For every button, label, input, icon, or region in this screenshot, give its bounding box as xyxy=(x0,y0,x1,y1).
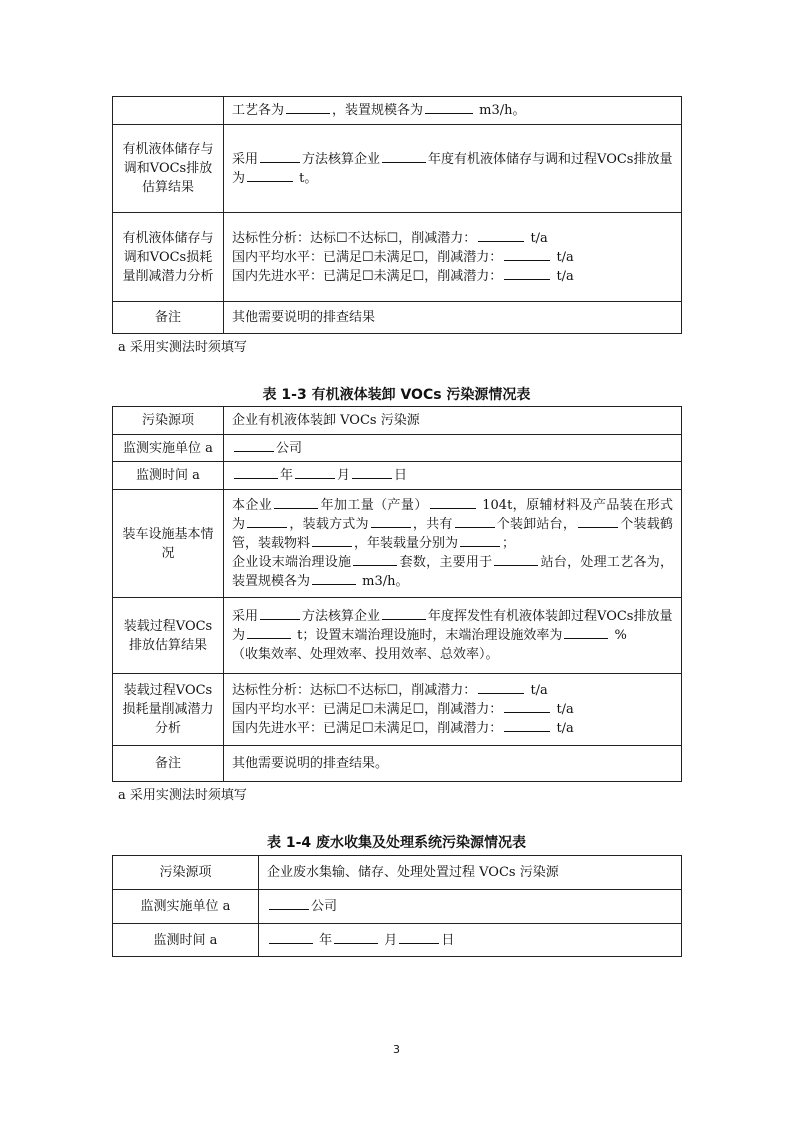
table-row xyxy=(113,462,682,490)
page-number: 3 xyxy=(393,1043,400,1056)
blank-field[interactable] xyxy=(478,229,524,242)
blank-field[interactable] xyxy=(504,719,550,732)
table-row xyxy=(113,598,682,674)
value-cell: 其他需要说明的排查结果 xyxy=(224,302,682,334)
blank-field[interactable] xyxy=(247,626,291,639)
label-cell: 污染源项 xyxy=(113,407,224,435)
blank-field[interactable] xyxy=(382,150,426,163)
value-cell: 公司 xyxy=(259,890,682,924)
blank-field[interactable] xyxy=(399,931,439,944)
blank-field[interactable] xyxy=(247,169,293,182)
blank-field[interactable] xyxy=(247,515,287,528)
value-cell: 公司 xyxy=(224,435,682,462)
table-row xyxy=(113,125,682,213)
blank-field[interactable] xyxy=(234,466,278,479)
value-cell: 达标性分析：达标☐不达标☐，削减潜力： t/a 国内平均水平：已满足☐未满足☐，削减潜力： t/a 国内先进水平：已满足☐未满足☐，削减潜力： t/a xyxy=(224,213,682,302)
label-cell: 有机液体储存与调和VOCs排放估算结果 xyxy=(113,125,224,213)
value-cell: 本企业 年加工量（产量） 104t，原辅材料及产品装在形式为 ，装载方式为 ，共有 个装卸站台， 个装载鹤管，装载物料 ，年装载量分别为 ； 企业设末端治理设施 套数，主要用于 站台，处理工艺各为，装置规模各为 m3/h。 xyxy=(224,490,682,598)
table-row xyxy=(113,213,682,302)
table-row xyxy=(113,746,682,782)
table-continued xyxy=(112,96,682,334)
blank-field[interactable] xyxy=(460,534,500,547)
label-cell: 有机液体储存与调和VOCs损耗量削减潜力分析 xyxy=(113,213,224,302)
blank-field[interactable] xyxy=(382,607,426,620)
blank-field[interactable] xyxy=(578,515,618,528)
label-cell: 装载过程VOCs损耗量削减潜力分析 xyxy=(113,674,224,746)
value-cell: 年 月 日 xyxy=(259,924,682,957)
table-caption: 表 1-4 废水收集及处理系统污染源情况表 xyxy=(266,835,527,851)
label-cell: 监测实施单位 a xyxy=(113,435,224,462)
label-cell: 监测时间 a xyxy=(113,924,259,957)
blank-field[interactable] xyxy=(371,515,411,528)
value-cell: 达标性分析：达标☐不达标☐，削减潜力： t/a 国内平均水平：已满足☐未满足☐，削减潜力： t/a 国内先进水平：已满足☐未满足☐，削减潜力： t/a xyxy=(224,674,682,746)
label-cell xyxy=(113,97,224,125)
table-row xyxy=(113,856,682,890)
blank-field[interactable] xyxy=(564,626,608,639)
table-row xyxy=(113,924,682,957)
label-cell: 备注 xyxy=(113,302,224,334)
value-cell: 企业废水集输、储存、处理处置过程 VOCs 污染源 xyxy=(259,856,682,890)
table-row xyxy=(113,490,682,598)
value-cell: 其他需要说明的排查结果。 xyxy=(224,746,682,782)
blank-field[interactable] xyxy=(353,553,397,566)
label-cell: 监测实施单位 a xyxy=(113,890,259,924)
blank-field[interactable] xyxy=(504,700,550,713)
blank-field[interactable] xyxy=(504,248,550,261)
blank-field[interactable] xyxy=(478,681,524,694)
blank-field[interactable] xyxy=(295,466,335,479)
table-1-4 xyxy=(112,855,682,957)
table-1-3 xyxy=(112,406,682,782)
value-cell: 年 月 日 xyxy=(224,462,682,490)
blank-field[interactable] xyxy=(312,534,352,547)
blank-field[interactable] xyxy=(312,572,356,585)
blank-field[interactable] xyxy=(455,515,495,528)
label-cell: 装车设施基本情况 xyxy=(113,490,224,598)
table-caption: 表 1-3 有机液体装卸 VOCs 污染源情况表 xyxy=(262,387,531,403)
blank-field[interactable] xyxy=(269,931,313,944)
label-cell: 监测时间 a xyxy=(113,462,224,490)
table-row xyxy=(113,435,682,462)
table-row xyxy=(113,890,682,924)
blank-field[interactable] xyxy=(352,466,392,479)
label-cell: 污染源项 xyxy=(113,856,259,890)
value-cell: 采用 方法核算企业 年度挥发性有机液体装卸过程VOCs排放量为 t；设置末端治理设施时，末端治理设施效率为 % （收集效率、处理效率、投用效率、总效率）。 xyxy=(224,598,682,674)
label-cell: 装载过程VOCs排放估算结果 xyxy=(113,598,224,674)
blank-field[interactable] xyxy=(504,267,550,280)
blank-field[interactable] xyxy=(260,150,300,163)
blank-field[interactable] xyxy=(260,607,300,620)
label-cell: 备注 xyxy=(113,746,224,782)
blank-field[interactable] xyxy=(425,101,473,114)
table-row xyxy=(113,97,682,125)
blank-field[interactable] xyxy=(234,439,274,452)
footnote: a 采用实测法时须填写 xyxy=(118,340,247,355)
blank-field[interactable] xyxy=(494,553,538,566)
table-row xyxy=(113,674,682,746)
table-row xyxy=(113,302,682,334)
blank-field[interactable] xyxy=(334,931,378,944)
value-cell: 企业有机液体装卸 VOCs 污染源 xyxy=(224,407,682,435)
blank-field[interactable] xyxy=(269,897,309,910)
table-row xyxy=(113,407,682,435)
value-cell: 工艺各为 ，装置规模各为 m3/h。 xyxy=(224,97,682,125)
footnote: a 采用实测法时须填写 xyxy=(118,788,247,803)
blank-field[interactable] xyxy=(430,496,476,509)
blank-field[interactable] xyxy=(286,101,330,114)
value-cell: 采用 方法核算企业 年度有机液体储存与调和过程VOCs排放量为 t。 xyxy=(224,125,682,213)
blank-field[interactable] xyxy=(274,496,318,509)
